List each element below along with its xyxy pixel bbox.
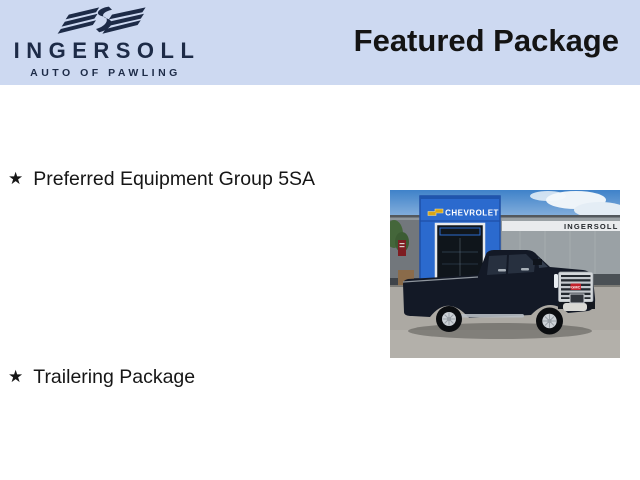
vehicle-photo — [390, 190, 620, 358]
truck-shadow — [408, 323, 592, 339]
side-mirror — [533, 259, 542, 265]
chevrolet-sign-label: CHEVROLET — [445, 208, 499, 218]
truck-wheel-front — [536, 308, 563, 335]
dealer-logo — [6, 2, 202, 79]
feature-item-trailering — [8, 366, 195, 389]
ingersoll-wing-emblem-icon — [52, 5, 156, 37]
star-bullet-icon: ★ — [8, 169, 24, 188]
dealer-logo-tagline: AUTO OF PAWLING — [30, 67, 181, 79]
truck-wheel-rear — [436, 306, 462, 332]
ingersoll-sign-label: INGERSOLL — [563, 222, 619, 231]
running-board — [456, 314, 524, 318]
feature-label: Trailering Package — [33, 366, 196, 388]
page-title: Featured Package — [353, 23, 619, 58]
service-sign — [398, 240, 406, 256]
ingersoll-building-sign — [502, 221, 620, 231]
license-plate — [570, 294, 584, 303]
feature-item-preferred-equipment — [8, 168, 315, 191]
truck-windows — [487, 254, 535, 275]
star-bullet-icon: ★ — [8, 367, 24, 386]
door-handle — [498, 269, 506, 272]
header-banner — [0, 0, 640, 85]
gmc-badge-icon — [571, 284, 582, 291]
dealer-logo-name: INGERSOLL — [13, 38, 201, 63]
svg-text:GMC: GMC — [571, 284, 581, 290]
door-handle — [521, 268, 529, 271]
headlight — [554, 274, 558, 288]
feature-label: Preferred Equipment Group 5SA — [33, 168, 316, 190]
